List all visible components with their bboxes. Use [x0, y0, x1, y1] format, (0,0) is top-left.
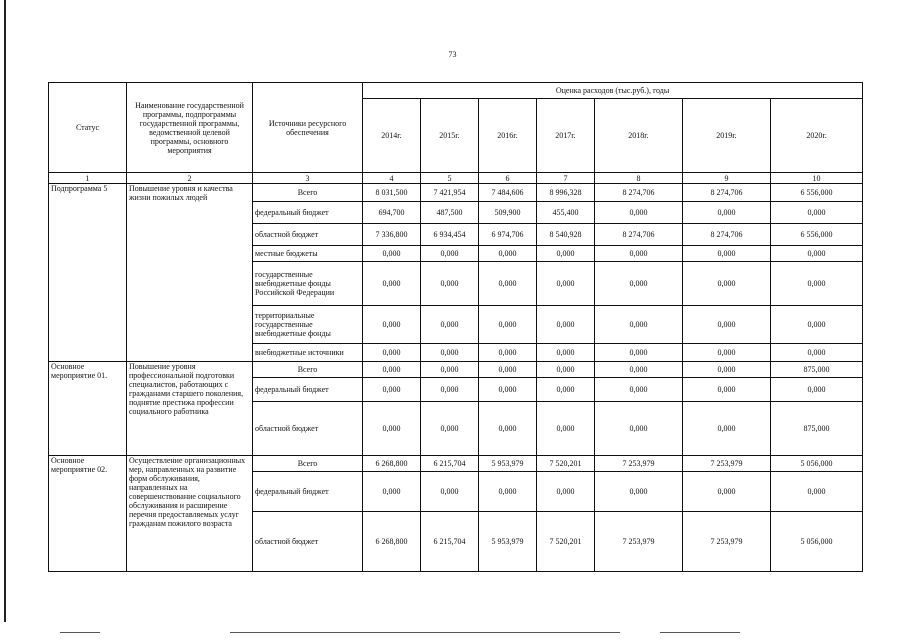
value-cell: 0,000	[479, 378, 537, 402]
source-cell: федеральный бюджет	[253, 472, 363, 512]
value-cell: 6 215,704	[421, 456, 479, 472]
value-cell: 8 540,928	[537, 224, 595, 246]
value-cell: 0,000	[479, 246, 537, 262]
value-cell: 0,000	[537, 246, 595, 262]
value-cell: 0,000	[771, 472, 863, 512]
value-cell: 0,000	[595, 344, 683, 362]
value-cell: 0,000	[595, 378, 683, 402]
source-cell: государственные внебюджетные фонды Российской Федерации	[253, 262, 363, 306]
value-cell: 7 253,979	[595, 512, 683, 572]
header-estimate: Оценка расходов (тыс.руб.), годы	[363, 83, 863, 99]
value-cell: 6 268,800	[363, 456, 421, 472]
value-cell: 0,000	[771, 378, 863, 402]
value-cell: 694,700	[363, 202, 421, 224]
footer-scan-line	[230, 632, 620, 633]
value-cell: 8 274,706	[595, 184, 683, 202]
header-year: 2014г.	[363, 99, 421, 173]
value-cell: 0,000	[479, 362, 537, 378]
value-cell: 0,000	[537, 306, 595, 344]
column-number: 1	[49, 173, 127, 184]
value-cell: 7 253,979	[683, 456, 771, 472]
value-cell: 0,000	[595, 402, 683, 456]
value-cell: 0,000	[421, 246, 479, 262]
value-cell: 0,000	[363, 246, 421, 262]
value-cell: 8 031,500	[363, 184, 421, 202]
value-cell: 0,000	[363, 402, 421, 456]
header-year: 2017г.	[537, 99, 595, 173]
header-year: 2016г.	[479, 99, 537, 173]
header-name: Наименование государственной программы, подпрограммы государственной программы, ведомственной целевой программы, основного мероприятия	[127, 83, 253, 173]
program-name-cell: Осуществление организационных мер, направленных на развитие форм обслуживания, направленных на совершенствование социального обслуживания и расширение перечня предоставляемых услуг гражданам пожилого возраста	[127, 456, 253, 572]
value-cell: 0,000	[421, 344, 479, 362]
value-cell: 8 274,706	[683, 224, 771, 246]
value-cell: 0,000	[771, 202, 863, 224]
value-cell: 0,000	[479, 472, 537, 512]
value-cell: 875,000	[771, 402, 863, 456]
value-cell: 7 336,800	[363, 224, 421, 246]
value-cell: 0,000	[421, 362, 479, 378]
value-cell: 0,000	[537, 402, 595, 456]
value-cell: 0,000	[683, 246, 771, 262]
value-cell: 0,000	[537, 262, 595, 306]
value-cell: 0,000	[595, 472, 683, 512]
source-cell: Всего	[253, 184, 363, 202]
value-cell: 0,000	[537, 344, 595, 362]
value-cell: 7 253,979	[683, 512, 771, 572]
value-cell: 0,000	[363, 262, 421, 306]
source-cell: внебюджетные источники	[253, 344, 363, 362]
table-row	[49, 362, 863, 378]
value-cell: 0,000	[537, 472, 595, 512]
value-cell: 6 556,000	[771, 184, 863, 202]
value-cell: 6 974,706	[479, 224, 537, 246]
value-cell: 7 253,979	[595, 456, 683, 472]
value-cell: 0,000	[683, 202, 771, 224]
value-cell: 8 274,706	[683, 184, 771, 202]
program-name-cell: Повышение уровня профессиональной подготовки специалистов, работающих с гражданами старшего поколения, поднятие престижа профессии социального работника	[127, 362, 253, 456]
source-cell: территориальные государственные внебюджетные фонды	[253, 306, 363, 344]
value-cell: 0,000	[363, 472, 421, 512]
value-cell: 0,000	[479, 306, 537, 344]
header-year: 2018г.	[595, 99, 683, 173]
value-cell: 0,000	[683, 306, 771, 344]
value-cell: 487,500	[421, 202, 479, 224]
value-cell: 0,000	[537, 362, 595, 378]
status-cell: Основное мероприятие 02.	[49, 456, 127, 572]
value-cell: 0,000	[363, 306, 421, 344]
source-cell: Всего	[253, 362, 363, 378]
value-cell: 875,000	[771, 362, 863, 378]
status-cell: Основное мероприятие 01.	[49, 362, 127, 456]
value-cell: 0,000	[421, 262, 479, 306]
value-cell: 0,000	[683, 472, 771, 512]
source-cell: областной бюджет	[253, 402, 363, 456]
value-cell: 0,000	[771, 246, 863, 262]
scan-edge-line	[4, 0, 6, 622]
value-cell: 509,900	[479, 202, 537, 224]
page-number: 73	[448, 50, 457, 59]
value-cell: 6 934,454	[421, 224, 479, 246]
value-cell: 6 556,000	[771, 224, 863, 246]
value-cell: 0,000	[479, 344, 537, 362]
value-cell: 0,000	[595, 362, 683, 378]
value-cell: 7 520,201	[537, 456, 595, 472]
value-cell: 0,000	[771, 306, 863, 344]
value-cell: 0,000	[363, 362, 421, 378]
column-number: 7	[537, 173, 595, 184]
source-cell: областной бюджет	[253, 224, 363, 246]
table-row	[49, 456, 863, 472]
header-status: Статус	[49, 83, 127, 173]
column-number: 8	[595, 173, 683, 184]
value-cell: 8 274,706	[595, 224, 683, 246]
table-row	[49, 184, 863, 202]
value-cell: 0,000	[683, 362, 771, 378]
column-number: 4	[363, 173, 421, 184]
value-cell: 0,000	[363, 344, 421, 362]
budget-table	[48, 82, 863, 572]
value-cell: 0,000	[479, 262, 537, 306]
value-cell: 0,000	[771, 344, 863, 362]
value-cell: 455,400	[537, 202, 595, 224]
value-cell: 0,000	[421, 472, 479, 512]
value-cell: 0,000	[683, 402, 771, 456]
value-cell: 0,000	[421, 402, 479, 456]
source-cell: Всего	[253, 456, 363, 472]
source-cell: местные бюджеты	[253, 246, 363, 262]
column-number: 3	[253, 173, 363, 184]
value-cell: 5 953,979	[479, 456, 537, 472]
value-cell: 0,000	[479, 402, 537, 456]
source-cell: областной бюджет	[253, 512, 363, 572]
column-number: 5	[421, 173, 479, 184]
column-number: 10	[771, 173, 863, 184]
value-cell: 7 484,606	[479, 184, 537, 202]
source-cell: федеральный бюджет	[253, 378, 363, 402]
value-cell: 0,000	[683, 378, 771, 402]
value-cell: 0,000	[771, 262, 863, 306]
value-cell: 0,000	[595, 306, 683, 344]
value-cell: 0,000	[683, 262, 771, 306]
program-name-cell: Повышение уровня и качества жизни пожилых людей	[127, 184, 253, 362]
value-cell: 0,000	[683, 344, 771, 362]
value-cell: 5 056,000	[771, 456, 863, 472]
value-cell: 6 215,704	[421, 512, 479, 572]
table-body	[49, 184, 863, 572]
value-cell: 0,000	[537, 378, 595, 402]
value-cell: 0,000	[421, 378, 479, 402]
header-sources: Источники ресурсного обеспечения	[253, 83, 363, 173]
column-number: 6	[479, 173, 537, 184]
value-cell: 5 953,979	[479, 512, 537, 572]
value-cell: 0,000	[595, 202, 683, 224]
source-cell: федеральный бюджет	[253, 202, 363, 224]
value-cell: 0,000	[363, 378, 421, 402]
value-cell: 8 996,328	[537, 184, 595, 202]
header-year: 2015г.	[421, 99, 479, 173]
value-cell: 0,000	[595, 262, 683, 306]
value-cell: 5 056,000	[771, 512, 863, 572]
footer-scan-line	[60, 632, 100, 633]
footer-scan-line	[660, 632, 740, 633]
value-cell: 6 268,800	[363, 512, 421, 572]
header-year: 2019г.	[683, 99, 771, 173]
value-cell: 0,000	[421, 306, 479, 344]
value-cell: 0,000	[595, 246, 683, 262]
header-year: 2020г.	[771, 99, 863, 173]
status-cell: Подпрограмма 5	[49, 184, 127, 362]
column-number: 2	[127, 173, 253, 184]
value-cell: 7 520,201	[537, 512, 595, 572]
value-cell: 7 421,954	[421, 184, 479, 202]
column-number: 9	[683, 173, 771, 184]
